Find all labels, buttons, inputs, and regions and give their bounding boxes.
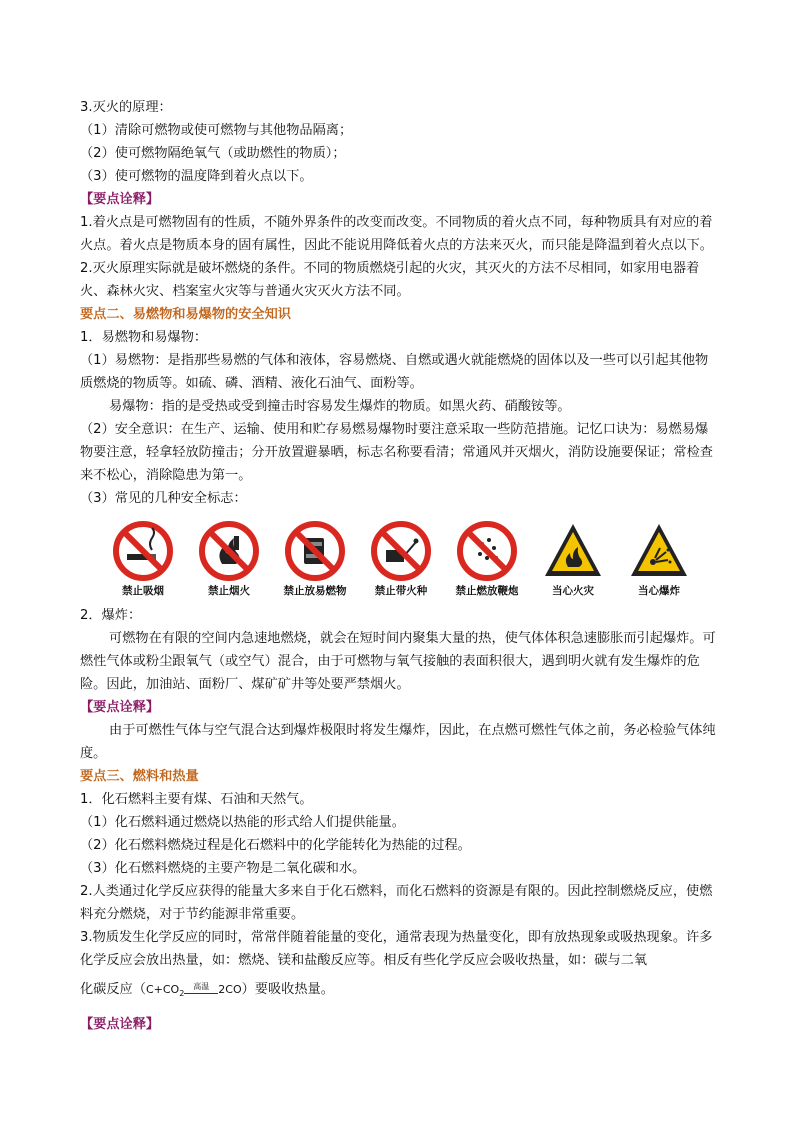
key-point-label: 【要点诠释】 — [80, 1017, 160, 1033]
section-title: 3.灭火的原理： — [80, 100, 172, 115]
no-igniter-icon — [370, 520, 432, 582]
list-item: （2）化石燃料燃烧过程是化石燃料中的化学能转化为热能的过程。 — [80, 838, 471, 853]
sub-heading: 1．化石燃料主要有煤、石油和天然气。 — [80, 792, 313, 807]
list-item: （3）化石燃料燃烧的主要产物是二氧化碳和水。 — [80, 861, 366, 876]
key-point-label: 【要点诠释】 — [80, 700, 160, 715]
sign-label: 禁止吸烟 — [122, 585, 164, 597]
paragraph: 2.灭火原理实际就是破坏燃烧的条件。不同的物质燃烧引起的火灾，其灭火的方法不尽相同，如家用电器着火、森林火灾、档案室火灾等与普通火灾灭火方法不同。 — [80, 261, 700, 299]
no-smoking-icon — [112, 520, 174, 582]
paragraph: 由于可燃性气体与空气混合达到爆炸极限时将发生爆炸，因此，在点燃可燃性气体之前，务必检验气体纯度。 — [80, 723, 716, 761]
key-point-label: 【要点诠释】 — [80, 192, 160, 207]
paragraph: （3）常见的几种安全标志： — [80, 491, 247, 506]
safety-sign — [449, 520, 525, 598]
safety-sign — [363, 520, 439, 598]
sign-label: 禁止带火种 — [374, 585, 428, 597]
paragraph: 2.人类通过化学反应获得的能量大多来自于化石燃料，而化石燃料的资源是有限的。因此控制燃烧反应，使燃料充分燃烧，对于节约能源非常重要。 — [80, 884, 713, 922]
sign-label: 禁止烟火 — [208, 585, 250, 597]
paragraph: 1.着火点是可燃物固有的性质，不随外界条件的改变而改变。不同物质的着火点不同，每种物质具有对应的着火点。着火点是物质本身的固有属性，因此不能说用降低着火点的方法来灭火，而只能是降温到着火点以下。 — [80, 215, 713, 253]
paragraph-formula-line — [80, 978, 716, 1005]
paragraph: 易爆物：指的是受热或受到撞击时容易发生爆炸的物质。如黑火药、硝酸铵等。 — [109, 399, 571, 414]
paragraph: （1）易燃物：是指那些易燃的气体和液体，容易燃烧、自燃或遇火就能燃烧的固体以及一些可以引起其他物质燃烧的物质等。如硫、磷、酒精、液化石油气、面粉等。 — [80, 353, 709, 391]
reaction-condition: 高温 — [184, 983, 218, 991]
formula-product: 2CO — [218, 983, 242, 996]
formula-left: C+CO — [145, 983, 180, 996]
sign-label: 禁止放易燃物 — [283, 585, 347, 597]
text-fragment: 化碳反应（ — [80, 982, 146, 997]
list-item: （2）使可燃物隔绝氧气（或助燃性的物质）； — [80, 146, 346, 161]
explosion-warning-icon — [628, 520, 690, 582]
sub-heading: 2．爆炸： — [80, 608, 142, 623]
sign-label: 当心爆炸 — [638, 585, 680, 597]
safety-sign — [191, 520, 267, 598]
no-flammables-icon — [284, 520, 346, 582]
sign-label: 禁止燃放鞭炮 — [455, 585, 519, 597]
section-heading: 要点三、燃料和热量 — [80, 769, 199, 784]
list-item: （1）化石燃料通过燃烧以热能的形式给人们提供能量。 — [80, 815, 405, 830]
safety-sign — [535, 520, 611, 598]
section-heading: 要点二、易燃物和易爆物的安全知识 — [80, 307, 291, 322]
safety-sign — [621, 520, 697, 598]
safety-sign — [277, 520, 353, 598]
document-page — [80, 96, 716, 1036]
safety-signs-row — [105, 520, 716, 598]
sub-heading: 1．易燃物和易爆物： — [80, 330, 208, 345]
fire-warning-icon — [542, 520, 604, 582]
list-item: （3）使可燃物的温度降到着火点以下。 — [80, 169, 313, 184]
safety-sign — [105, 520, 181, 598]
text-fragment: ）要吸收热量。 — [241, 982, 334, 997]
list-item: （1）清除可燃物或使可燃物与其他物品隔离； — [80, 123, 353, 138]
no-fire-icon — [198, 520, 260, 582]
formula-reactants — [145, 983, 185, 999]
no-firecrackers-icon — [456, 520, 518, 582]
paragraph: 可燃物在有限的空间内急速地燃烧，就会在短时间内聚集大量的热，使气体体积急速膨胀而引起爆炸。可燃性气体或粉尘跟氧气（或空气）混合，由于可燃物与氧气接触的表面积很大，遇到明火就有发生爆炸的危险。因此，加油站、面粉厂、煤矿矿井等处要严禁烟火。 — [80, 631, 716, 692]
sign-label: 当心火灾 — [552, 585, 594, 597]
paragraph: （2）安全意识：在生产、运输、使用和贮存易燃易爆物时要注意采取一些防范措施。记忆口诀为：易燃易爆物要注意，轻拿轻放防撞击；分开放置避暴晒，标志名称要看清；常通风并灭烟火，消防设施要保证；常检查来不松心，消除隐患为第一。 — [80, 422, 713, 483]
paragraph: 3.物质发生化学反应的同时，常常伴随着能量的变化，通常表现为热量变化，即有放热现象或吸热现象。许多化学反应会放出热量，如：燃烧、镁和盐酸反应等。相反有些化学反应会吸收热量，如：碳与二氧 — [80, 930, 713, 968]
formula-subscript: 2 — [179, 989, 185, 999]
